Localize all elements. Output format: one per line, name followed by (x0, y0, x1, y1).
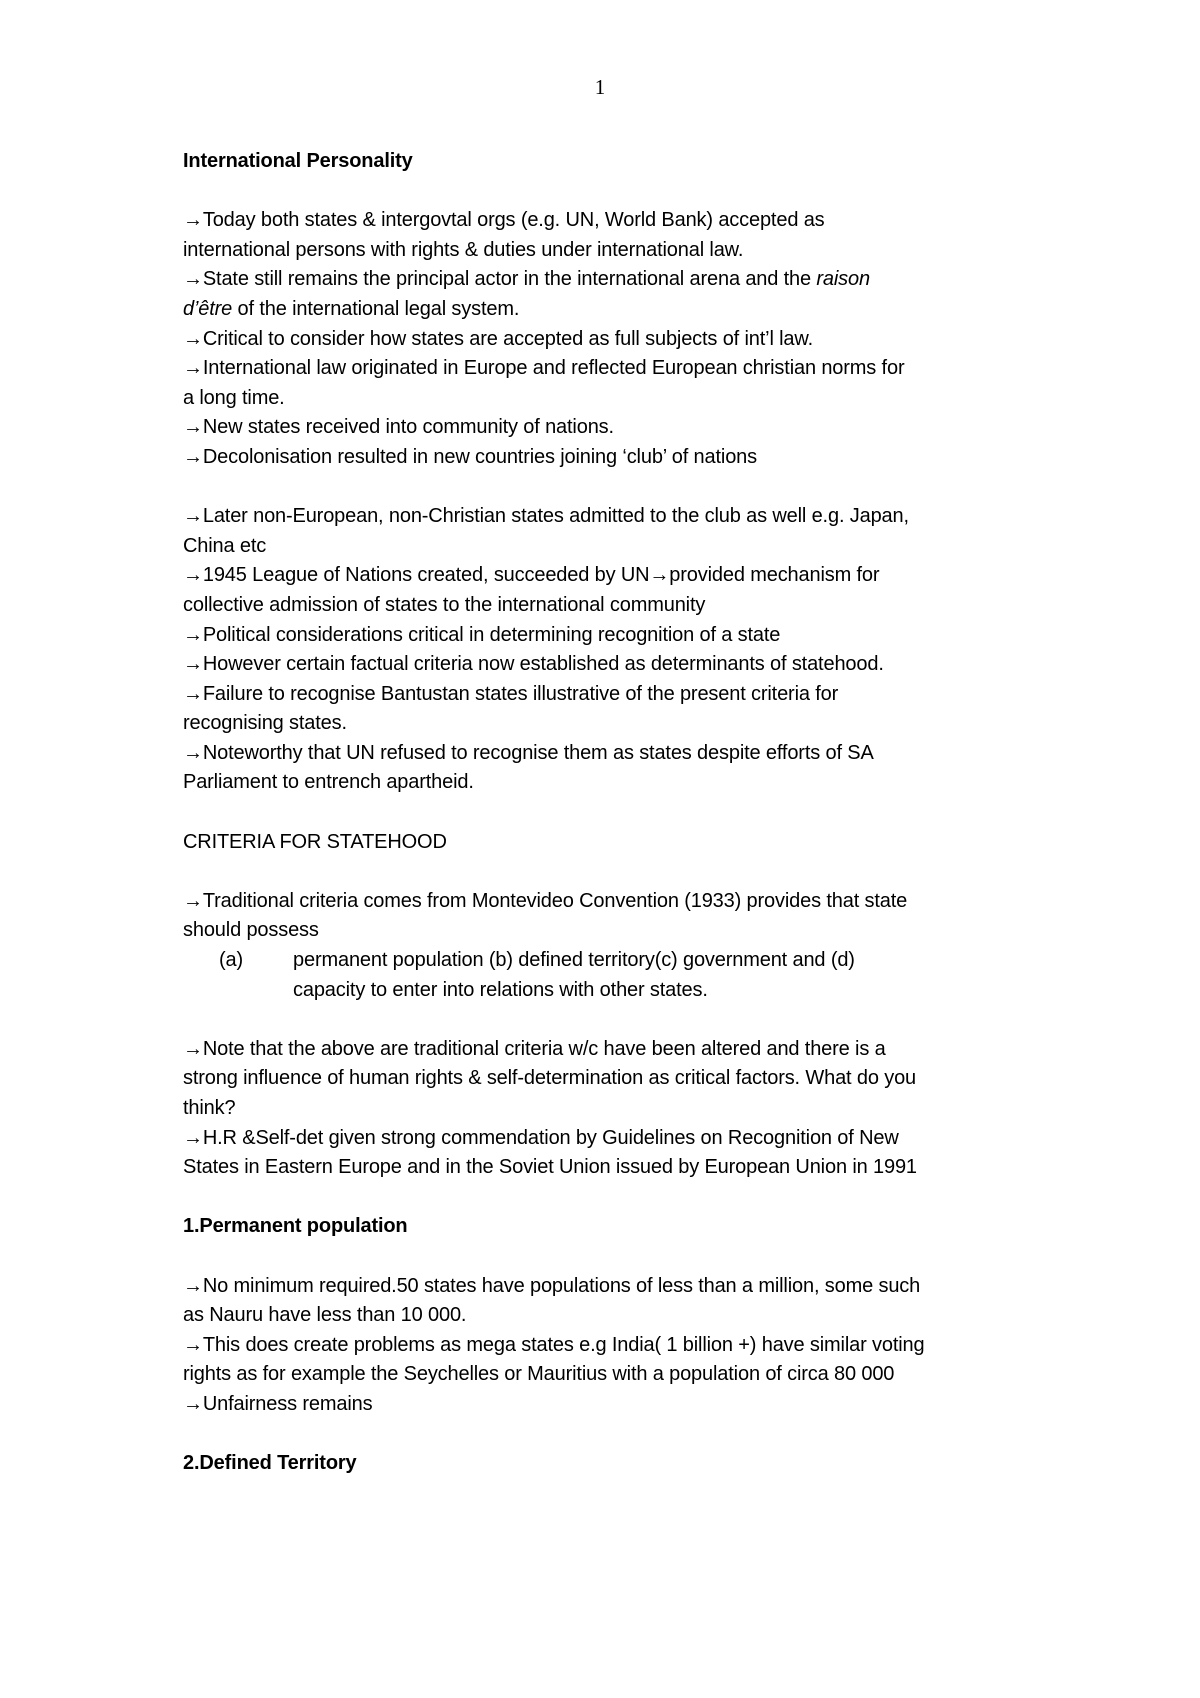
paragraph-line: →Political considerations critical in determining recognition of a state (183, 623, 781, 646)
heading-international-personality: International Personality (183, 150, 413, 172)
paragraph-line: collective admission of states to the international community (183, 593, 706, 616)
spacer (183, 1420, 1033, 1450)
spacer (183, 473, 1033, 503)
paragraph-text: of the international legal system. (232, 297, 520, 320)
paragraph-line: →However certain factual criteria now established as determinants of statehood. (183, 653, 884, 676)
paragraph-line (183, 295, 1033, 325)
paragraph-line: →Critical to consider how states are accepted as full subjects of int’l law. (183, 327, 814, 350)
page-number: 1 (594, 75, 606, 99)
list-item-line: capacity to enter into relations with other states. (293, 978, 708, 1001)
paragraph-text: →State still remains the principal actor in the international arena and the (183, 268, 817, 291)
paragraph-line: →Today both states & intergovtal orgs (e.g. UN, World Bank) accepted as (183, 209, 825, 232)
spacer (183, 798, 1033, 828)
paragraph-text: No minimum required.50 states have populations of less than a million, some such (202, 1274, 921, 1297)
paragraph-line: strong influence of human rights & self-determination as critical factors. What do you (183, 1067, 917, 1090)
heading-permanent-population: 1.Permanent population (183, 1215, 408, 1238)
document-body (183, 147, 1033, 1479)
paragraph-line: →Later non-European, non-Christian states admitted to the club as well e.g. Japan, (183, 505, 909, 528)
paragraph-line: as Nauru have less than 10 000. (183, 1304, 467, 1327)
paragraph-line: →Note that the above are traditional criteria w/c have been altered and there is a (183, 1037, 886, 1060)
paragraph-line: rights as for example the Seychelles or Mauritius with a population of circa 80 000 (183, 1363, 895, 1386)
paragraph-line: recognising states. (183, 712, 347, 735)
bold-arrow: → (183, 1274, 203, 1297)
paragraph-line: →Traditional criteria comes from Montevideo Convention (1933) provides that state (183, 889, 908, 912)
paragraph-line: →Failure to recognise Bantustan states illustrative of the present criteria for (183, 682, 839, 705)
paragraph-line: →Unfairness remains (183, 1392, 373, 1415)
heading-defined-territory: 2.Defined Territory (183, 1452, 357, 1475)
spacer (183, 177, 1033, 207)
paragraph-line: →International law originated in Europe and reflected European christian norms for (183, 357, 905, 380)
paragraph-line: think? (183, 1097, 236, 1119)
criteria-list-item (183, 946, 1033, 1005)
paragraph-line: international persons with rights & duties under international law. (183, 238, 744, 261)
spacer (183, 1183, 1033, 1213)
italic-term-raison: raison (816, 268, 870, 291)
paragraph-line: →1945 League of Nations created, succeeded by UN→provided mechanism for (183, 564, 880, 587)
paragraph-line (183, 265, 1033, 295)
paragraph-line: →This does create problems as mega states e.g India( 1 billion +) have similar voting (183, 1333, 925, 1356)
list-marker: (a) (219, 949, 243, 972)
paragraph-line: should possess (183, 919, 319, 942)
paragraph-line: →Decolonisation resulted in new countries joining ‘club’ of nations (183, 445, 757, 468)
list-item-line: permanent population (b) defined territory(c) government and (d) (293, 949, 855, 972)
spacer (183, 1005, 1033, 1035)
paragraph-line: →H.R &Self-det given strong commendation by Guidelines on Recognition of New (183, 1126, 899, 1149)
paragraph-line: a long time. (183, 386, 285, 409)
spacer (183, 857, 1033, 887)
heading-criteria-for-statehood: CRITERIA FOR STATEHOOD (183, 830, 447, 853)
spacer (183, 1242, 1033, 1272)
paragraph-line (183, 1272, 1033, 1302)
italic-term-detre: d’être (183, 297, 233, 320)
list-item-text (293, 946, 1033, 1005)
paragraph-line: States in Eastern Europe and in the Soviet Union issued by European Union in 1991 (183, 1156, 917, 1179)
paragraph-line: →Noteworthy that UN refused to recognise them as states despite efforts of SA (183, 741, 874, 764)
paragraph-line: Parliament to entrench apartheid. (183, 771, 474, 794)
paragraph-line: China etc (183, 534, 267, 557)
paragraph-line: →New states received into community of nations. (183, 416, 614, 439)
